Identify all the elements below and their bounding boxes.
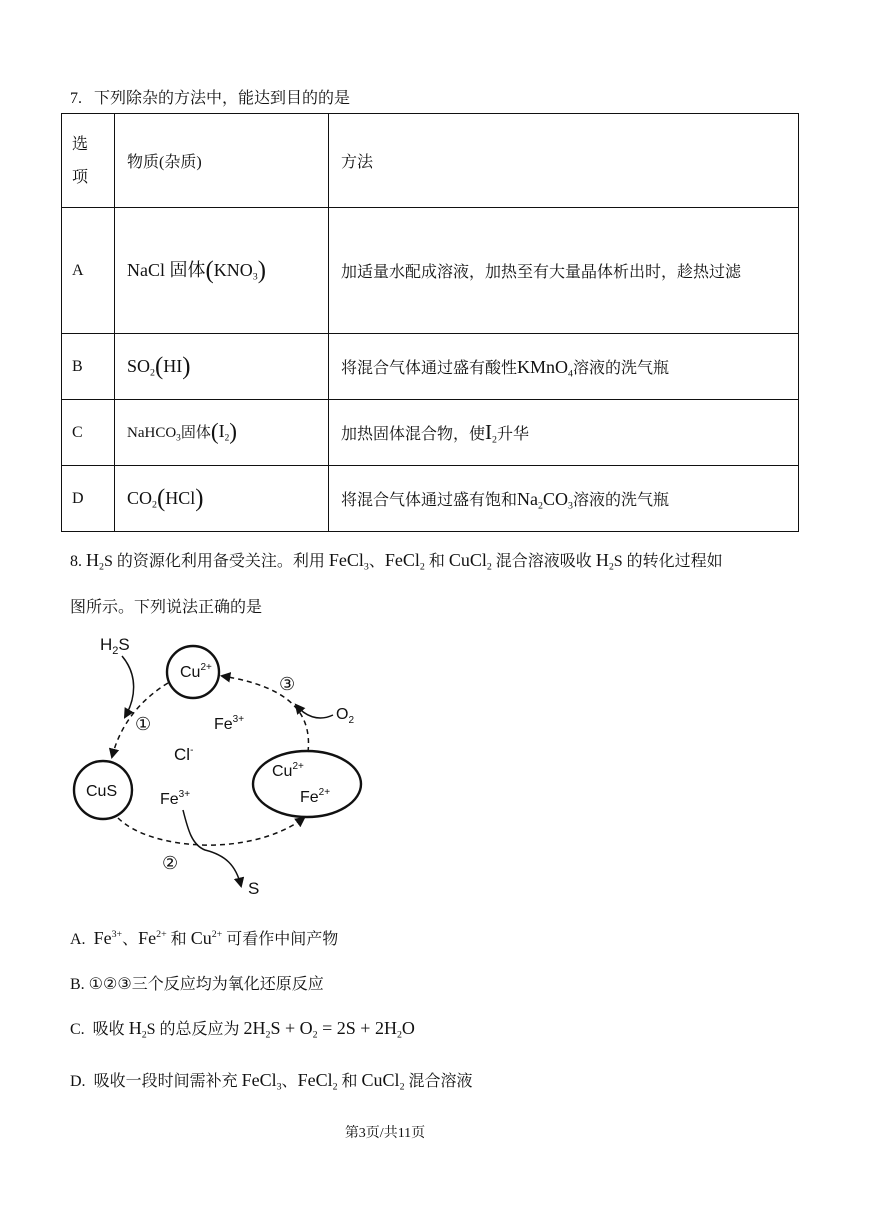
fe3-label-top: $Fe^{3+}$ bbox=[214, 714, 245, 733]
table-row bbox=[62, 334, 799, 400]
header-substance: 物质(杂质) bbox=[115, 114, 329, 208]
q7-stem bbox=[70, 85, 350, 108]
q8-number: 8. bbox=[70, 553, 82, 570]
row-method: 加适量水配成溶液，加热至有大量晶体析出时，趁热过滤 bbox=[329, 208, 799, 334]
table-row bbox=[62, 400, 799, 466]
q7-stem-text: 下列除杂的方法中，能达到目的的是 bbox=[94, 90, 351, 107]
row-substance: NaHCO$_3$固体$(I_2)$ bbox=[115, 400, 329, 466]
option-a: A. $Fe^{3+}$、$Fe^{2+}$ 和 $Cu^{2+}$ 可看作中间产物 bbox=[70, 928, 339, 948]
oval-fe-label: $Fe^{2+}$ bbox=[300, 787, 331, 806]
q8-stem-line2: 图所示。下列说法正确的是 bbox=[70, 599, 263, 616]
step3-marker: ③ bbox=[279, 674, 296, 694]
row-substance: $CO_2(HCl)$ bbox=[115, 466, 329, 532]
row-option: D bbox=[62, 466, 115, 532]
row-substance: NaCl 固体$(KNO_3)$ bbox=[115, 208, 329, 334]
header-method: 方法 bbox=[329, 114, 799, 208]
step1-marker: ① bbox=[135, 714, 152, 734]
option-d: D. 吸收一段时间需补充 FeCl$_3$、FeCl$_2$ 和 CuCl$_2$ 混合溶液 bbox=[70, 1070, 473, 1093]
row-option: C bbox=[62, 400, 115, 466]
header-option: 选 项 bbox=[62, 114, 115, 208]
o2-label: $O_2$ bbox=[336, 706, 355, 726]
table-header-row bbox=[62, 114, 799, 208]
oval-cu-label: $Cu^{2+}$ bbox=[272, 761, 304, 780]
h2s-label: $H_2S$ bbox=[100, 635, 130, 657]
row-option: A bbox=[62, 208, 115, 334]
table-row bbox=[62, 208, 799, 334]
row-method: 加热固体混合物，使$I_2$升华 bbox=[329, 400, 799, 466]
s-label: S bbox=[248, 879, 260, 898]
row-substance: $SO_2(HI)$ bbox=[115, 334, 329, 400]
step2-marker: ② bbox=[162, 853, 179, 873]
option-b: B. ①②③三个反应均为氧化还原反应 bbox=[70, 976, 324, 993]
conversion-diagram bbox=[0, 620, 420, 905]
table-row bbox=[62, 466, 799, 532]
row-option: B bbox=[62, 334, 115, 400]
q7-number: 7. bbox=[70, 90, 82, 107]
step2-arrow bbox=[118, 818, 304, 845]
row-method: 将混合气体通过盛有饱和$Na_2CO_3$溶液的洗气瓶 bbox=[329, 466, 799, 532]
row-method: 将混合气体通过盛有酸性KMnO$_4$溶液的洗气瓶 bbox=[329, 334, 799, 400]
q7-table bbox=[61, 113, 799, 532]
cu-fe-oval bbox=[253, 751, 361, 817]
h2s-arrow bbox=[122, 656, 134, 717]
page-number: 第3页/共11页 bbox=[344, 1126, 426, 1141]
cu-label: $Cu^{2+}$ bbox=[180, 662, 212, 681]
s-arrow bbox=[183, 810, 241, 886]
cus-label: CuS bbox=[86, 783, 118, 800]
q8-stem-line1: 8. $H_2S$ 的资源化利用备受关注。利用 FeCl$_3$、FeCl$_2$ 和 CuCl$_2$ 混合溶液吸收 $H_2S$ 的转化过程如 bbox=[70, 550, 723, 573]
option-c: C. 吸收 $H_2S$ 的总反应为 $2H_2S + O_2 = 2S + 2H_2O$ bbox=[70, 1018, 415, 1041]
cl-label: Cl- bbox=[174, 745, 194, 764]
fe3-label-bottom: $Fe^{3+}$ bbox=[160, 789, 191, 808]
